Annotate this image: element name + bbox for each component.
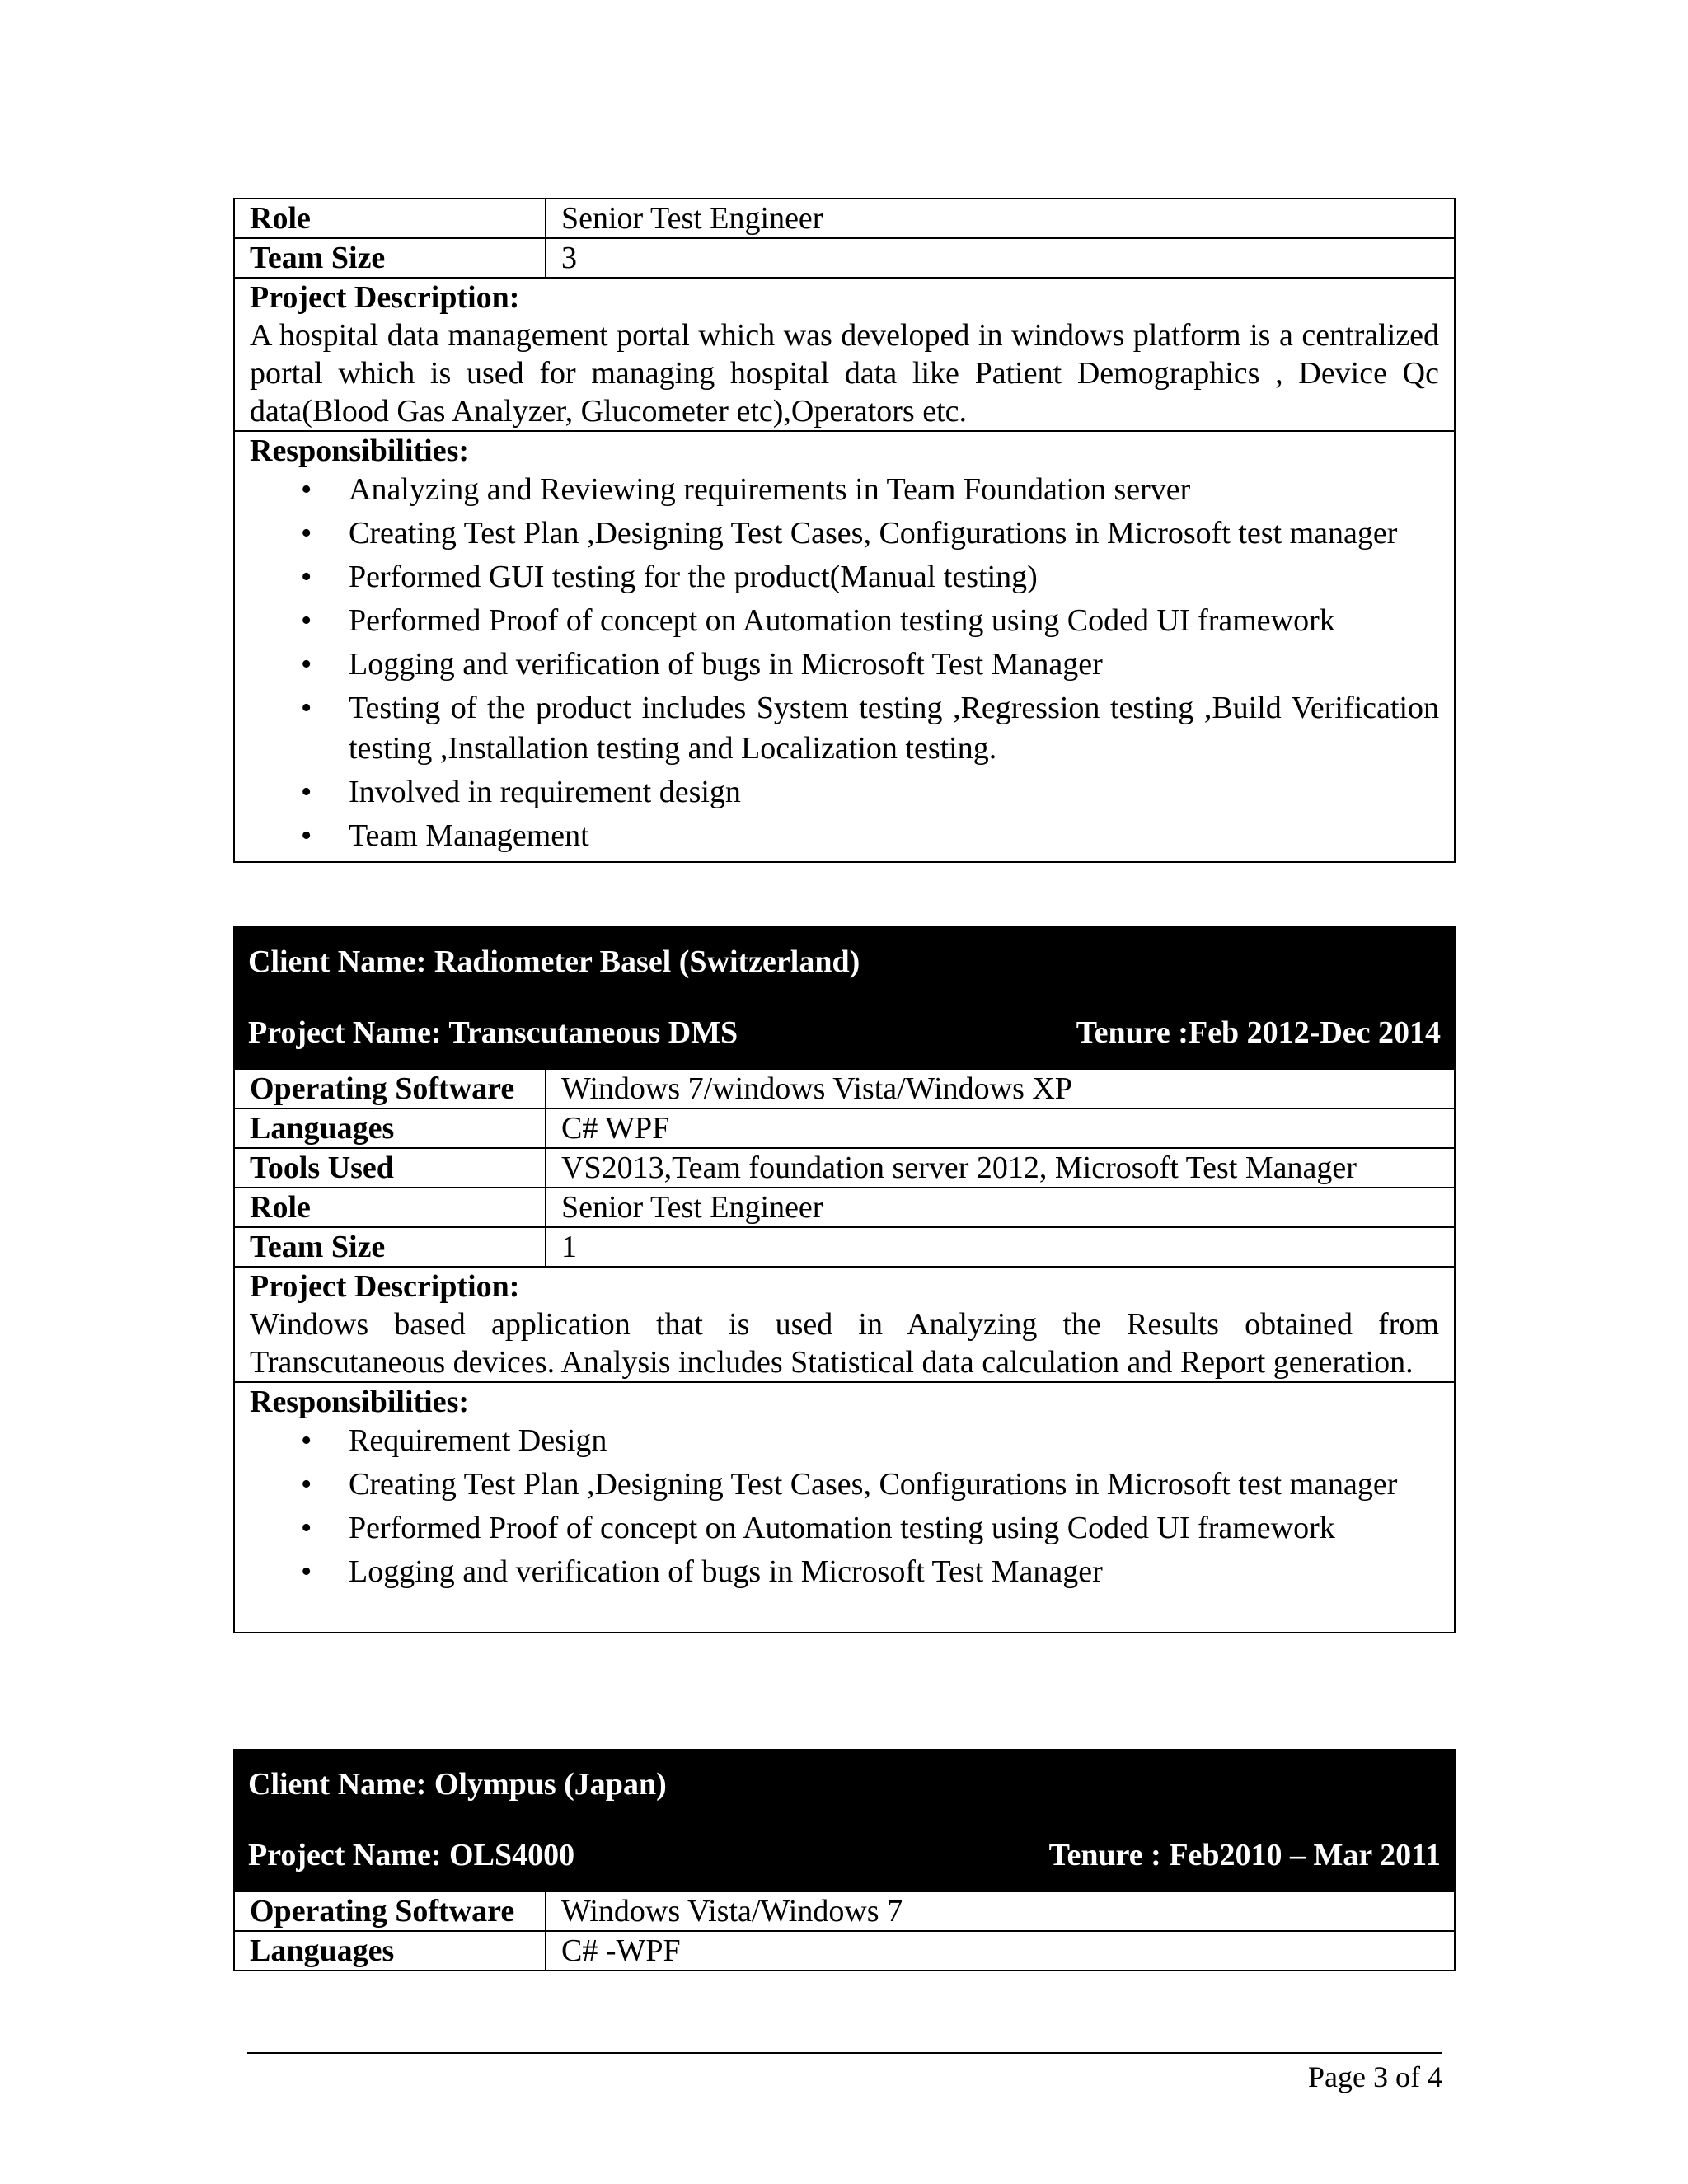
row-label: Role [235, 199, 546, 237]
section-title: Responsibilities: [250, 1385, 470, 1419]
list-item: • Team Management [250, 816, 1439, 856]
project-header-2 [233, 926, 1456, 1068]
project-name: Project Name: Transcutaneous DMS [248, 1015, 738, 1050]
table-row-operating-software [235, 1070, 1454, 1109]
table-row-role [235, 199, 1454, 239]
list-item: • Testing of the product includes System testing ,Regression testing ,Build Verification testing ,Installation testing and Localization testing. [250, 688, 1439, 769]
table-row-languages [235, 1109, 1454, 1149]
list-item: • Performed Proof of concept on Automation testing using Coded UI framework [250, 601, 1439, 641]
list-item: • Creating Test Plan ,Designing Test Cases, Configurations in Microsoft test manager [250, 1465, 1439, 1505]
responsibilities [235, 432, 1454, 861]
project-table-2 [233, 1068, 1456, 1633]
tenure: Tenure : Feb2010 – Mar 2011 [1048, 1838, 1441, 1872]
row-value: VS2013,Team foundation server 2012, Microsoft Test Manager [561, 1151, 1357, 1185]
project-header-3 [233, 1749, 1456, 1891]
responsibility-list [250, 470, 1439, 856]
row-value: Windows 7/windows Vista/Windows XP [561, 1071, 1072, 1106]
project-name: Project Name: OLS4000 [248, 1838, 575, 1872]
row-label: Role [235, 1188, 546, 1226]
row-value: Senior Test Engineer [561, 1190, 823, 1225]
row-label: Tools Used [235, 1149, 546, 1187]
client-name: Client Name: Olympus (Japan) [248, 1767, 667, 1802]
row-label: Team Size [235, 239, 546, 277]
project-description [235, 279, 1454, 432]
description-text: A hospital data management portal which was developed in windows platform is a centralized portal which is used for managing hospital data like Patient Demographics , Device Qc data(Blood Gas Analyzer, Glucometer etc),Operators etc. [250, 318, 1439, 429]
page-number: Page 3 of 4 [1308, 2060, 1442, 2093]
list-item: • Performed GUI testing for the product(Manual testing) [250, 557, 1439, 598]
row-value: Senior Test Engineer [561, 201, 823, 236]
row-label: Team Size [235, 1228, 546, 1266]
list-item: • Logging and verification of bugs in Microsoft Test Manager [250, 1552, 1439, 1592]
row-value: 1 [561, 1230, 577, 1264]
list-item: • Involved in requirement design [250, 772, 1439, 813]
table-row-team-size [235, 239, 1454, 279]
tenure: Tenure :Feb 2012-Dec 2014 [1076, 1015, 1441, 1050]
row-value: 3 [561, 241, 577, 275]
section-title: Responsibilities: [250, 434, 470, 468]
section-title: Project Description: [250, 1269, 520, 1304]
list-item: • Requirement Design [250, 1421, 1439, 1461]
footer-divider [247, 2052, 1442, 2054]
description-text: Windows based application that is used in Analyzing the Results obtained from Transcutaneous devices. Analysis includes Statistical data calculation and Report generation. [250, 1307, 1439, 1380]
table-row-role [235, 1188, 1454, 1228]
table-row-languages [235, 1932, 1454, 1970]
row-label: Operating Software [235, 1892, 546, 1930]
project-table-1 [233, 198, 1456, 863]
list-item: • Logging and verification of bugs in Microsoft Test Manager [250, 644, 1439, 685]
list-item: • Creating Test Plan ,Designing Test Cases, Configurations in Microsoft test manager [250, 513, 1439, 554]
row-label: Operating Software [235, 1070, 546, 1108]
responsibility-list [250, 1421, 1439, 1592]
list-item: • Performed Proof of concept on Automation testing using Coded UI framework [250, 1508, 1439, 1549]
row-value: C# WPF [561, 1111, 670, 1146]
row-label: Languages [235, 1932, 546, 1970]
project-description [235, 1268, 1454, 1383]
table-row-tools-used [235, 1149, 1454, 1188]
client-name: Client Name: Radiometer Basel (Switzerland) [248, 944, 860, 979]
list-item: • Analyzing and Reviewing requirements in Team Foundation server [250, 470, 1439, 510]
section-title: Project Description: [250, 280, 520, 315]
responsibilities [235, 1383, 1454, 1632]
table-row-operating-software [235, 1892, 1454, 1932]
project-table-3 [233, 1891, 1456, 1971]
table-row-team-size [235, 1228, 1454, 1268]
row-label: Languages [235, 1109, 546, 1147]
row-value: Windows Vista/Windows 7 [561, 1894, 903, 1929]
row-value: C# -WPF [561, 1933, 681, 1968]
